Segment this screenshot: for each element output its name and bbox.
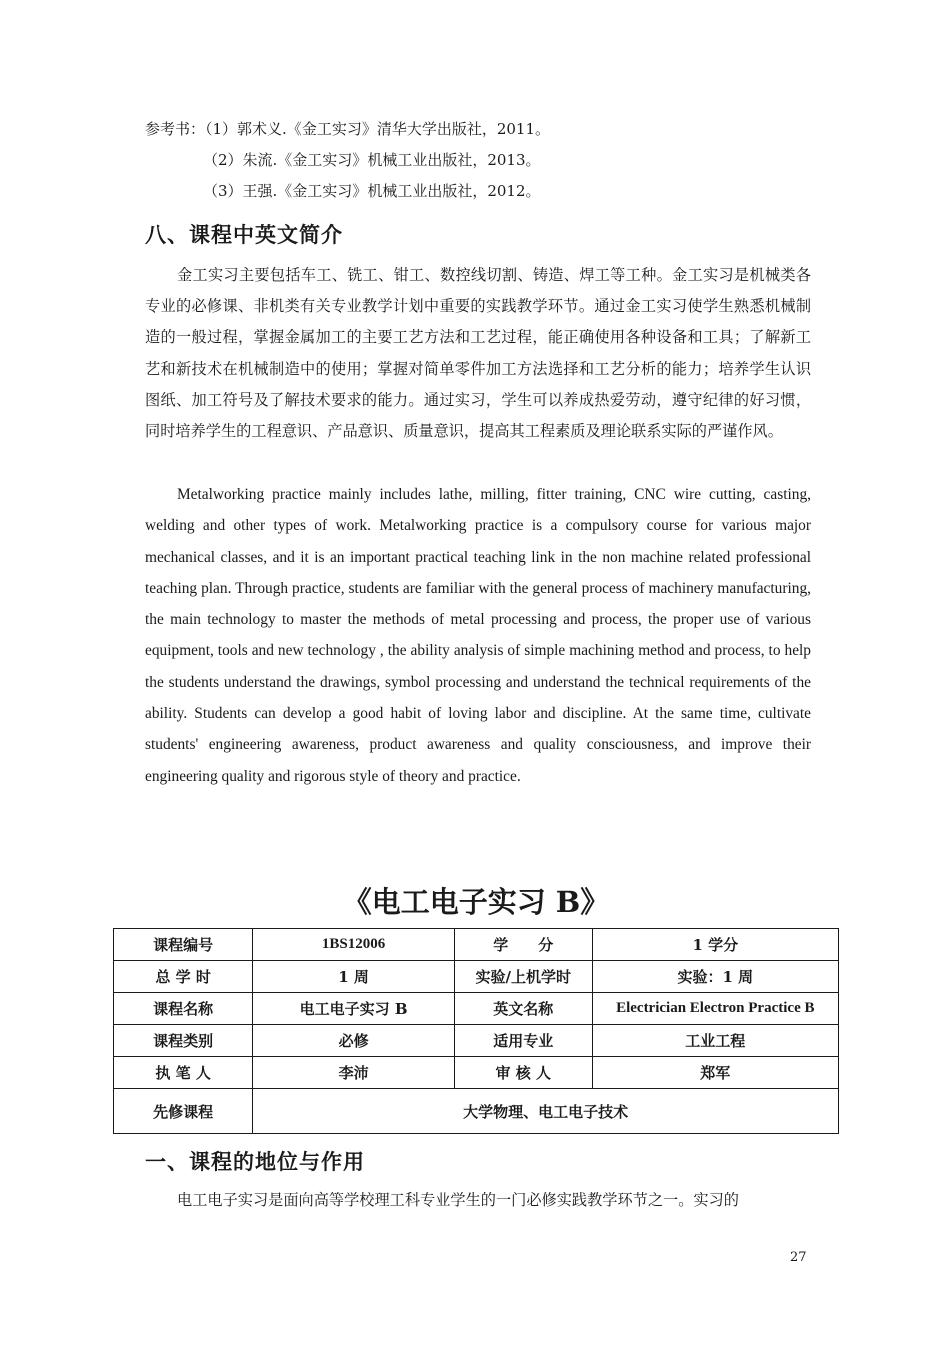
section-heading-role: 一、课程的地位与作用 — [145, 1150, 365, 1174]
table-row — [114, 993, 839, 1025]
table-row — [114, 1057, 839, 1089]
table-cell: 1 周 — [253, 961, 455, 993]
table-row — [114, 929, 839, 961]
table-cell: 执 笔 人 — [114, 1057, 253, 1089]
table-row — [114, 1025, 839, 1057]
section-heading-intro: 八、课程中英文简介 — [145, 223, 343, 247]
reference-line-3: （3）王强.《金工实习》机械工业出版社，2012。 — [203, 182, 541, 200]
table-cell: 李沛 — [253, 1057, 455, 1089]
table-cell: 郑军 — [592, 1057, 838, 1089]
course-title: 《电工电子实习 B》 — [342, 885, 610, 919]
table-cell: 课程类别 — [114, 1025, 253, 1057]
table-cell: 大学物理、电工电子技术 — [253, 1089, 839, 1134]
english-intro-paragraph: Metalworking practice mainly includes lathe, milling, fitter training, CNC wire cutting, casting, welding and other types of work. Metalworking practice is a compulsory course for various major mechanical classes, and it is an important practical teaching link in the non machine related professional teaching plan. Through practice, students are familiar with the general process of machinery manufacturing, the main technology to master the methods of metal processing and process, the proper use of various equipment, tools and new technology , the ability analysis of simple machining method and process, to help the students understand the drawings, symbol processing and understand the technical requirements of the ability. Students can develop a good habit of loving labor and discipline. At the same time, cultivate students' engineering awareness, product awareness and quality consciousness, and improve their engineering quality and rigorous style of theory and practice. — [145, 486, 811, 785]
table-cell: 英文名称 — [454, 993, 592, 1025]
table-cell: 适用专业 — [454, 1025, 592, 1057]
table-cell: 电工电子实习 B — [253, 993, 455, 1025]
table-row — [114, 1089, 839, 1134]
role-paragraph: 电工电子实习是面向高等学校理工科专业学生的一门必修实践教学环节之一。实习的 — [177, 1191, 739, 1209]
reference-line-1: 参考书：（1）郭术义.《金工实习》清华大学出版社，2011。 — [145, 120, 550, 138]
table-cell: 总 学 时 — [114, 961, 253, 993]
table-cell: 实验：1 周 — [592, 961, 838, 993]
table-cell: 学 分 — [454, 929, 592, 961]
reference-line-2: （2）朱流.《金工实习》机械工业出版社，2013。 — [203, 151, 541, 169]
table-cell: 课程编号 — [114, 929, 253, 961]
course-info-table — [113, 928, 839, 1134]
table-cell: 工业工程 — [592, 1025, 838, 1057]
table-cell: 审 核 人 — [454, 1057, 592, 1089]
chinese-intro-paragraph: 金工实习主要包括车工、铣工、钳工、数控线切割、铸造、焊工等工种。金工实习是机械类各专业的必修课、非机类有关专业教学计划中重要的实践教学环节。通过金工实习使学生熟悉机械制造的一般过程，掌握金属加工的主要工艺方法和工艺过程，能正确使用各种设备和工具；了解新工艺和新技术在机械制造中的使用；掌握对简单零件加工方法选择和工艺分析的能力；培养学生认识图纸、加工符号及了解技术要求的能力。通过实习，学生可以养成热爱劳动，遵守纪律的好习惯，同时培养学生的工程意识、产品意识、质量意识，提高其工程素质及理论联系实际的严谨作风。 — [145, 266, 811, 441]
table-cell: 1 学分 — [592, 929, 838, 961]
table-cell: Electrician Electron Practice B — [592, 993, 838, 1025]
table-row — [114, 961, 839, 993]
table-cell: 必修 — [253, 1025, 455, 1057]
table-cell: 实验/上机学时 — [454, 961, 592, 993]
table-cell: 1BS12006 — [253, 929, 455, 961]
table-cell: 课程名称 — [114, 993, 253, 1025]
page-number: 27 — [790, 1250, 807, 1265]
table-cell: 先修课程 — [114, 1089, 253, 1134]
